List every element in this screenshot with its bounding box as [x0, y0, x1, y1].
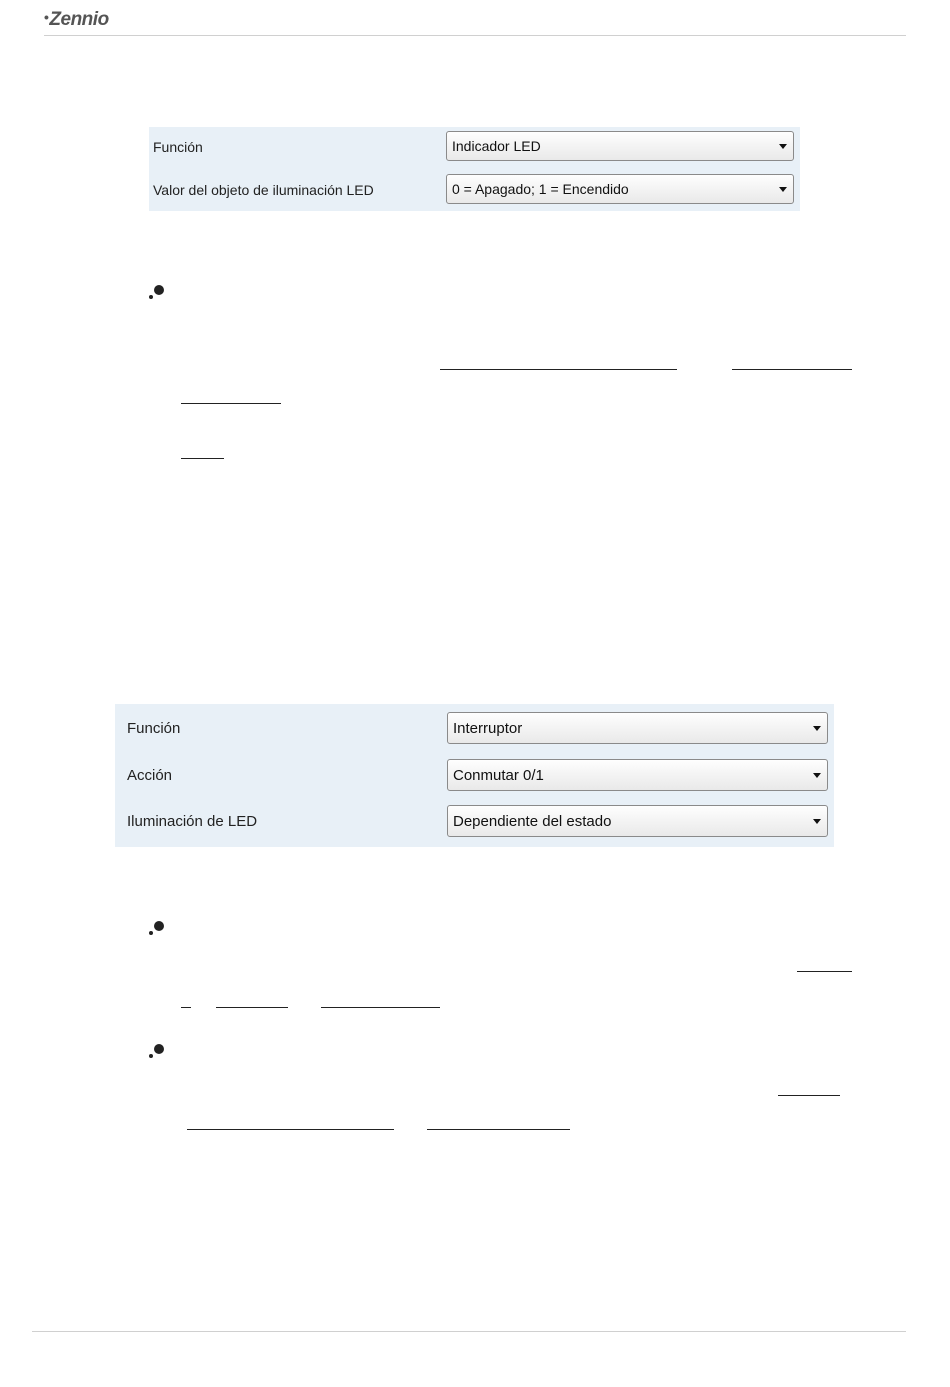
header-logo: [44, 9, 109, 31]
link-underline: [181, 403, 281, 404]
led-indicator-parameters-panel: [149, 127, 800, 211]
led-object-value-dropdown[interactable]: [446, 174, 794, 204]
bullet-dot-icon: [149, 921, 165, 937]
parameter-label: Acción: [127, 767, 173, 784]
link-underline: [797, 971, 852, 972]
header-divider: [44, 35, 906, 36]
link-underline: [778, 1095, 840, 1096]
link-underline: [181, 1007, 191, 1008]
link-underline: [216, 1007, 288, 1008]
dropdown-value: Dependiente del estado: [453, 813, 612, 830]
parameter-label: Iluminación de LED: [127, 813, 258, 830]
bullet-dot-icon: [149, 285, 165, 301]
dropdown-value: Indicador LED: [452, 138, 541, 154]
link-underline: [427, 1129, 570, 1130]
link-underline: [321, 1007, 440, 1008]
switch-parameters-panel: [115, 704, 834, 847]
dropdown-value: Interruptor: [453, 720, 523, 737]
logo-dot-icon: •: [44, 9, 49, 25]
funcion-dropdown[interactable]: [446, 131, 794, 161]
accion-dropdown[interactable]: [447, 759, 828, 791]
chevron-down-icon: [779, 187, 787, 192]
led-illumination-dropdown[interactable]: [447, 805, 828, 837]
chevron-down-icon: [813, 819, 821, 824]
link-underline: [181, 458, 224, 459]
funcion-dropdown[interactable]: [447, 712, 828, 744]
dropdown-value: Conmutar 0/1: [453, 767, 544, 784]
chevron-down-icon: [813, 773, 821, 778]
parameter-label: Valor del objeto de iluminación LED: [153, 182, 374, 198]
link-underline: [440, 369, 677, 370]
dropdown-value: 0 = Apagado; 1 = Encendido: [452, 181, 629, 197]
parameter-label: Función: [127, 720, 181, 737]
parameter-label: Función: [153, 139, 203, 155]
chevron-down-icon: [779, 144, 787, 149]
logo-text: Zennio: [49, 9, 109, 30]
chevron-down-icon: [813, 726, 821, 731]
bullet-dot-icon: [149, 1044, 165, 1060]
link-underline: [732, 369, 852, 370]
link-underline: [187, 1129, 394, 1130]
footer-divider: [32, 1331, 906, 1332]
